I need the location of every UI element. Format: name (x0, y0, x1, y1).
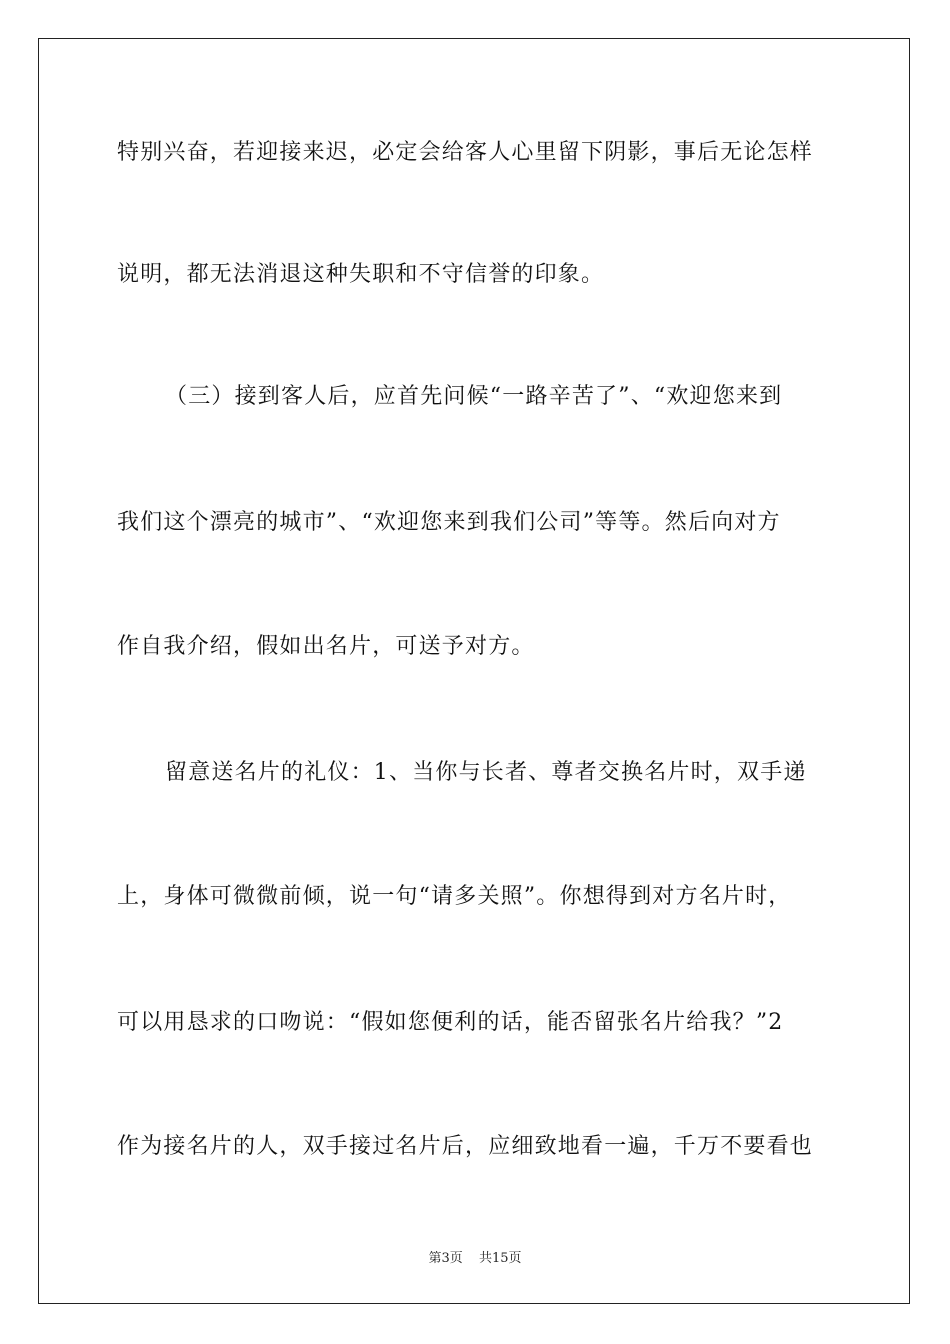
text-line-4: 我们这个漂亮的城市”、“欢迎您来到我们公司”等等。然后向对方 (117, 510, 781, 535)
text-line-3: （三）接到客人后，应首先问候“一路辛苦了”、“欢迎您来到 (165, 384, 783, 409)
page-number: 第3页 (428, 1251, 463, 1266)
text-line-2: 说明，都无法消退这种失职和不守信誉的印象。 (117, 262, 605, 287)
text-line-7: 上，身体可微微前倾，说一句“请多关照”。你想得到对方名片时， (117, 884, 792, 909)
text-line-1: 特别兴奋，若迎接来迟，必定会给客人心里留下阴影，事后无论怎样 (117, 140, 814, 165)
page-border (38, 38, 910, 1304)
text-line-6: 留意送名片的礼仪：1、当你与长者、尊者交换名片时，双手递 (165, 760, 807, 785)
text-line-9: 作为接名片的人，双手接过名片后，应细致地看一遍，千万不要看也 (117, 1134, 814, 1159)
page-total: 共15页 (478, 1251, 522, 1266)
text-line-5: 作自我介绍，假如出名片，可送予对方。 (117, 634, 535, 659)
text-line-8: 可以用恳求的口吻说：“假如您便利的话，能否留张名片给我？”2 (117, 1010, 784, 1035)
page-footer (0, 1247, 950, 1266)
